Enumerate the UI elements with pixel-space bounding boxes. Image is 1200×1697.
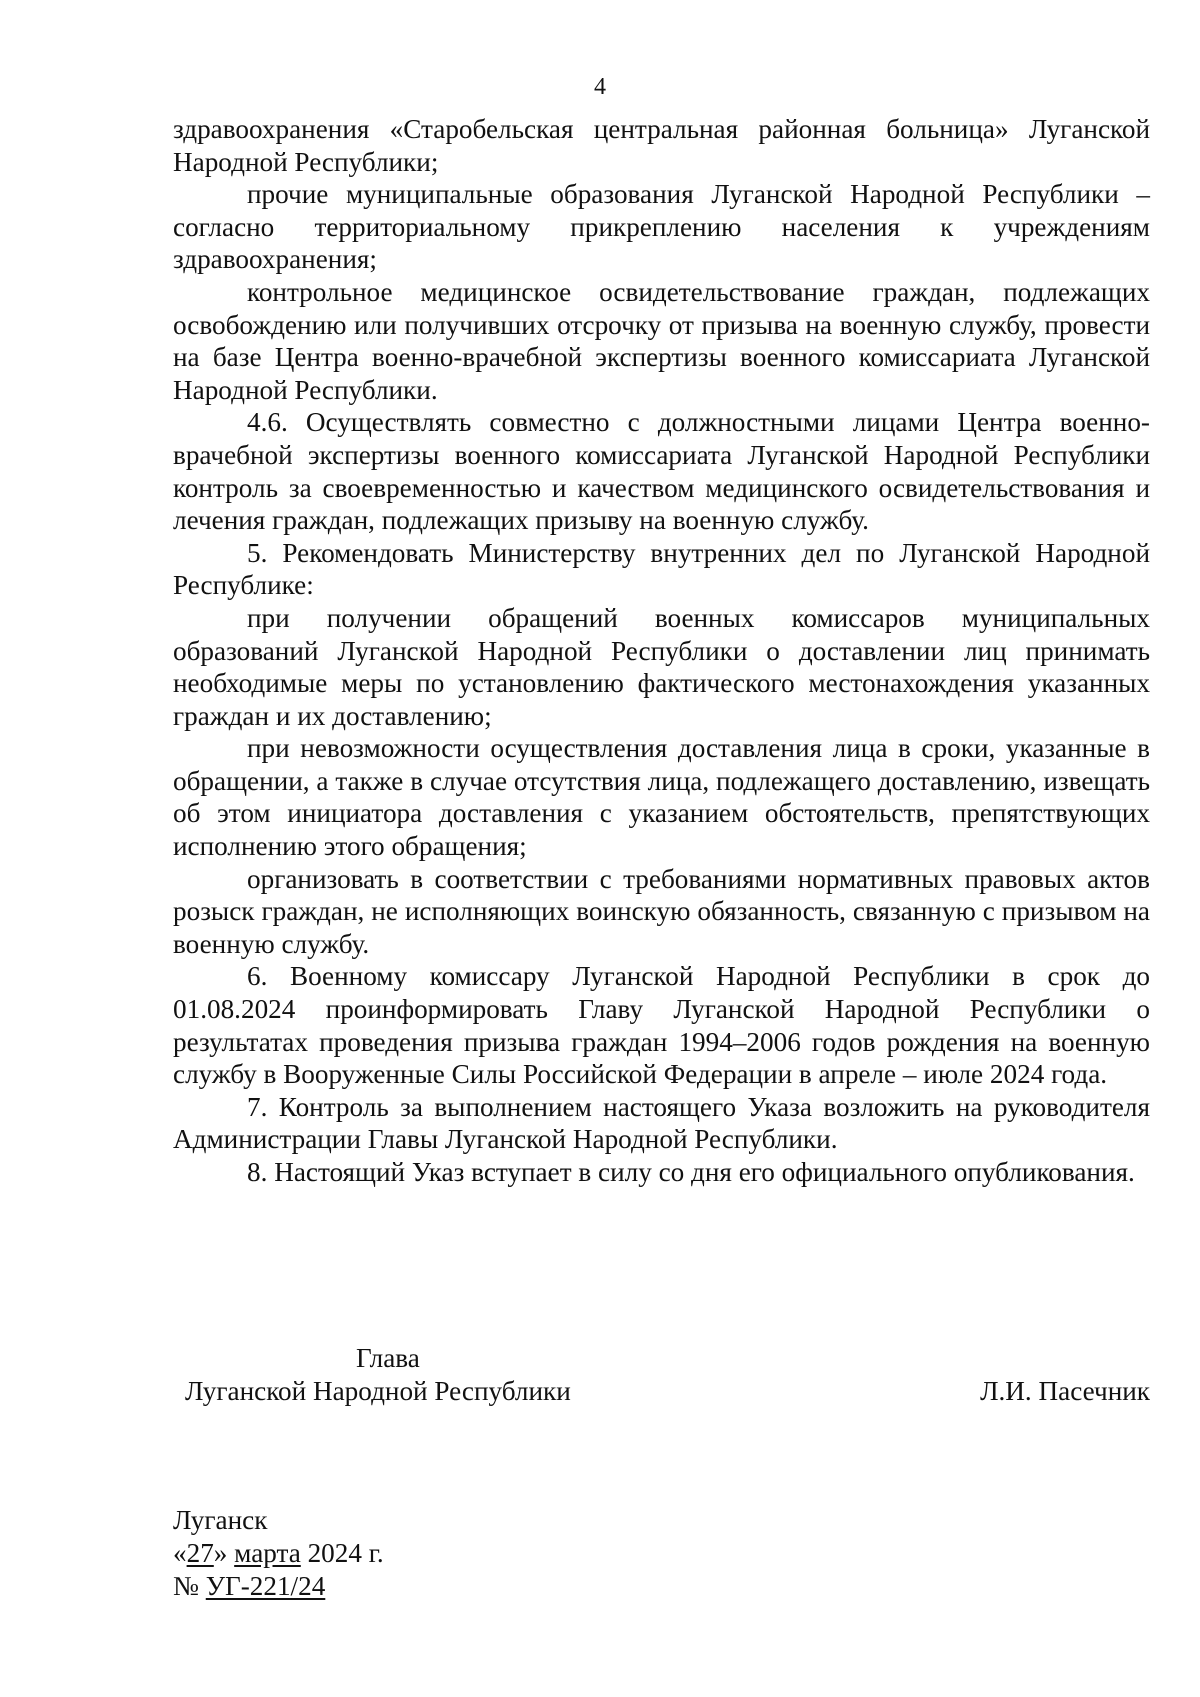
decree-number [173,1570,384,1603]
decree-date [173,1537,384,1570]
paragraph: 5. Рекомендовать Министерству внутренних дел по Луганской Народной Республике: [173,537,1150,601]
signature-block [173,1342,1150,1422]
paragraph: 6. Военному комиссару Луганской Народной Республики в срок до 01.08.2024 проинформировать Главу Луганской Народной Республики о результатах проведения призыва граждан 1994–2006 годов рождения на военную службу в Вооруженные Силы Российской Федерации в апреле – июле 2024 года. [173,961,1150,1090]
date-quote-close: » [213,1538,235,1568]
signatory-name: Л.И. Пасечник [980,1376,1150,1406]
paragraph: при невозможности осуществления доставления лица в сроки, указанные в обращении, а также в случае отсутствия лица, подлежащего доставлению, извещать об этом инициатора доставления с указанием обстоятельств, препятствующих исполнению этого обращения; [173,733,1150,862]
paragraph: прочие муниципальные образования Луганской Народной Республики – согласно территориальному прикреплению населения к учреждениям здравоохранения; [173,179,1150,275]
paragraph: 4.6. Осуществлять совместно с должностными лицами Центра военно-врачебной экспертизы военного комиссариата Луганской Народной Республики контроль за своевременностью и качеством медицинского освидетельствования и лечения граждан, подлежащих призыву на военную службу. [173,407,1150,536]
paragraph: организовать в соответствии с требованиями нормативных правовых актов розыск граждан, не исполняющих воинскую обязанность, связанную с призывом на военную службу. [173,863,1150,959]
number-prefix: № [173,1571,206,1601]
place-of-issue: Луганск [173,1505,268,1535]
date-day: 27 [186,1538,214,1568]
decree-footer [173,1504,384,1603]
signatory-organization: Луганской Народной Республики [185,1376,571,1406]
decree-body [173,113,1150,1189]
date-month: марта [234,1538,301,1568]
date-quote-open: « [173,1538,187,1568]
page-number: 4 [594,74,606,100]
paragraph: 8. Настоящий Указ вступает в силу со дня его официального опубликования. [247,1157,1135,1187]
date-year: 2024 г. [300,1538,384,1568]
number-value: УГ-221/24 [205,1571,326,1601]
signatory-title: Глава [356,1343,420,1373]
paragraph: при получении обращений военных комиссаров муниципальных образований Луганской Народной Республики о доставлении лиц принимать необходимые меры по установлению фактического местонахождения указанных граждан и их доставлению; [173,602,1150,731]
paragraph: здравоохранения «Старобельская центральная районная больница» Луганской Народной Республики; [173,114,1150,177]
paragraph: контрольное медицинское освидетельствование граждан, подлежащих освобождению или получивших отсрочку от призыва на военную службу, провести на базе Центра военно-врачебной экспертизы военного комиссариата Луганской Народной Республики. [173,276,1150,405]
paragraph: 7. Контроль за выполнением настоящего Указа возложить на руководителя Администрации Главы Луганской Народной Республики. [173,1091,1150,1155]
